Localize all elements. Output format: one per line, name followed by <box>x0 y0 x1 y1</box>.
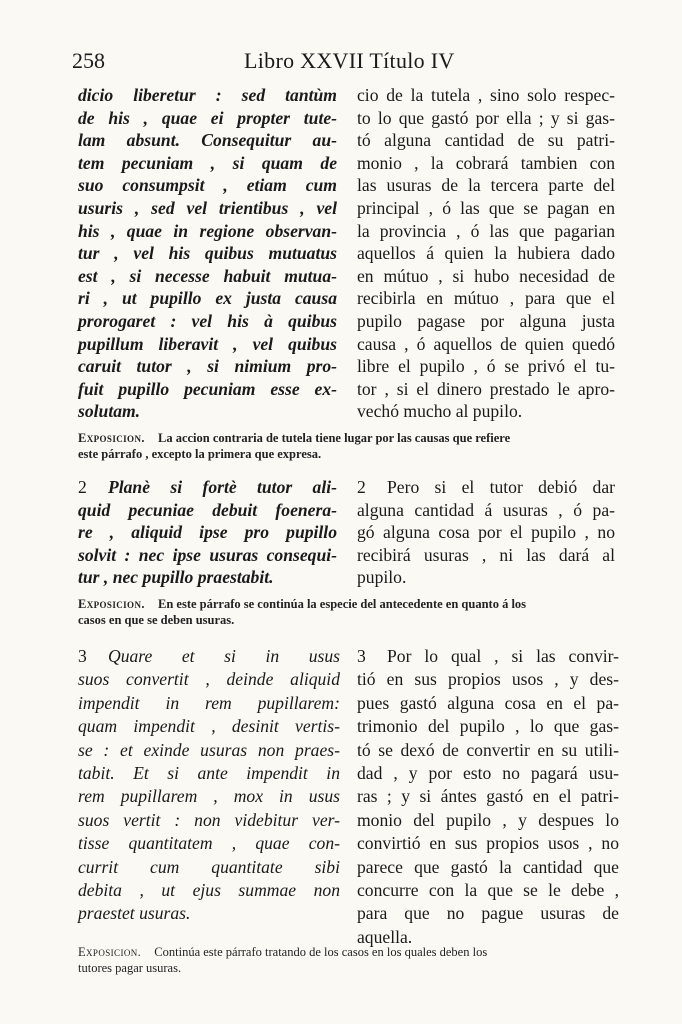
spanish-line: libre el pupilo , ó se privó el tu- <box>357 356 615 377</box>
spanish-line: tó alguna cantidad de su patri- <box>357 130 615 151</box>
spanish-line: monio del pupilo , y despues lo <box>357 809 619 830</box>
latin-line: suo consumpsit , etiam cum <box>78 175 337 196</box>
latin-line: currit cum quantitate sibi <box>78 856 340 877</box>
latin-line: pupillum liberavit , vel quibus <box>78 333 337 354</box>
latin-line: his , quae in regione observan- <box>78 220 337 241</box>
line-text: Quare et si in usus <box>108 646 340 666</box>
latin-line: tabit. Et si ante impendit in <box>78 762 340 783</box>
spanish-line: vechó mucho al pupilo. <box>357 401 523 422</box>
latin-column-1 <box>78 84 337 423</box>
spanish-line: concurre con la que se le debe , <box>357 879 619 900</box>
exposition-3 <box>78 944 618 976</box>
latin-line <box>78 476 337 499</box>
exposition-text: Continúa este párrafo tratando de los casos en los quales deben los <box>154 945 488 959</box>
spanish-line: la provincia , ó las que pagarian <box>357 220 615 241</box>
exposition-label: Exposicion. <box>78 945 142 959</box>
latin-line: tur , vel his quibus mutuatus <box>78 243 337 264</box>
latin-line: est , si necesse habuit mutua- <box>78 265 337 286</box>
latin-line: prorogaret : vel his à quibus <box>78 310 337 331</box>
spanish-line: recibirla en mútuo , para que el <box>357 288 615 309</box>
latin-line: re , aliquid ipse pro pupillo <box>78 522 337 543</box>
paragraph-number: 2 <box>357 477 366 497</box>
spanish-line: pues gastó alguna cosa en el pa- <box>357 692 619 713</box>
spanish-line: alguna cantidad á usuras , ó pa- <box>357 499 615 520</box>
exposition-text: En este párrafo se continúa la especie del antecedente en quanto á los <box>158 597 527 611</box>
latin-line: suos vertit : non videbitur ver- <box>78 809 340 830</box>
running-title: Libro XXVII Título IV <box>244 48 455 73</box>
spanish-line: para que no pague usuras de <box>357 903 619 924</box>
line-text: Pero si el tutor debió dar <box>387 477 615 497</box>
latin-line: quid pecuniae debuit foenera- <box>78 499 337 520</box>
spanish-line: ras ; y si ántes gastó en el patri- <box>357 786 619 807</box>
latin-line: suos convertit , deinde aliquid <box>78 669 340 690</box>
spanish-line: pupilo. <box>357 567 407 588</box>
spanish-line: trimonio del pupilo , lo que gas- <box>357 716 619 737</box>
spanish-line: en mútuo , si hubo necesidad de <box>357 265 615 286</box>
latin-line: quam impendit , desinit vertis- <box>78 716 340 737</box>
latin-line: lam absunt. Consequitur au- <box>78 130 337 151</box>
line-text: Por lo qual , si las convir- <box>387 646 619 666</box>
exposition-text: este párrafo , excepto la primera que expresa. <box>78 447 322 461</box>
spanish-line: cio de la tutela , sino solo respec- <box>357 85 615 105</box>
paragraph-number: 2 <box>78 477 87 497</box>
page-number: 258 <box>72 48 105 73</box>
spanish-column-3 <box>357 645 619 949</box>
spanish-column-1 <box>357 84 615 423</box>
paragraph-number: 3 <box>78 646 87 666</box>
spanish-line: causa , ó aquellos de quien quedó <box>357 333 615 354</box>
latin-line: tur , nec pupillo praestabit. <box>78 567 274 588</box>
latin-line: solvit : nec ipse usuras consequi- <box>78 544 337 565</box>
line-text: Planè si fortè tutor ali- <box>108 477 337 497</box>
latin-line: ri , ut pupillo ex justa causa <box>78 288 337 309</box>
spanish-column-2 <box>357 476 615 589</box>
paragraph-number: 3 <box>357 646 366 666</box>
latin-column-3 <box>78 645 340 926</box>
latin-line: usuris , sed vel trientibus , vel <box>78 197 337 218</box>
exposition-text: casos en que se deben usuras. <box>78 613 235 627</box>
spanish-line: tió en sus propios usos , y des- <box>357 669 619 690</box>
exposition-2 <box>78 596 618 628</box>
latin-column-2 <box>78 476 337 589</box>
exposition-text: La accion contraria de tutela tiene lugar por las causas que refiere <box>158 431 511 445</box>
spanish-line: to lo que gastó por ella ; y si gas- <box>357 107 615 128</box>
spanish-line <box>357 476 615 499</box>
spanish-line: las usuras de la tercera parte del <box>357 175 615 196</box>
spanish-line: aquella. <box>357 926 413 947</box>
latin-line: impendit in rem pupillarem: <box>78 692 340 713</box>
spanish-line: convirtió en sus propios usos , no <box>357 833 619 854</box>
spanish-line: parece que gastó la cantidad que <box>357 856 619 877</box>
spanish-line: principal , ó las que se pagan en <box>357 197 615 218</box>
latin-line: fuit pupillo pecuniam esse ex- <box>78 378 337 399</box>
spanish-line: gó alguna cosa por el pupilo , no <box>357 522 615 543</box>
spanish-line: monio , la cobrará tambien con <box>357 152 615 173</box>
spanish-line: dad , y por esto no pagará usu- <box>357 762 619 783</box>
latin-line: se : et exinde usuras non praes- <box>78 739 340 760</box>
latin-line: de his , quae ei propter tute- <box>78 107 337 128</box>
spanish-line: tó se dexó de convertir en su utili- <box>357 739 619 760</box>
spanish-line: tor , si el dinero prestado le apro- <box>357 378 615 399</box>
spanish-line: pupilo pagase por alguna justa <box>357 310 615 331</box>
latin-line: praestet usuras. <box>78 903 191 924</box>
exposition-text: tutores pagar usuras. <box>78 961 182 975</box>
latin-line: debita , ut ejus summae non <box>78 879 340 900</box>
latin-line: tem pecuniam , si quam de <box>78 152 337 173</box>
latin-line: tisse quantitatem , quae con- <box>78 833 340 854</box>
latin-line: dicio liberetur : sed tantùm <box>78 85 337 105</box>
page-header <box>72 44 617 80</box>
latin-line: rem pupillarem , mox in usus <box>78 786 340 807</box>
exposition-1 <box>78 430 618 462</box>
spanish-line: aquellos á quien la hubiera dado <box>357 243 615 264</box>
spanish-line: recibirá usuras , ni las dará al <box>357 544 615 565</box>
latin-line: solutam. <box>78 401 141 422</box>
exposition-label: Exposicion. <box>78 597 145 611</box>
latin-line: caruit tutor , si nimium pro- <box>78 356 337 377</box>
exposition-label: Exposicion. <box>78 431 145 445</box>
latin-line <box>78 645 340 668</box>
spanish-line <box>357 645 619 668</box>
